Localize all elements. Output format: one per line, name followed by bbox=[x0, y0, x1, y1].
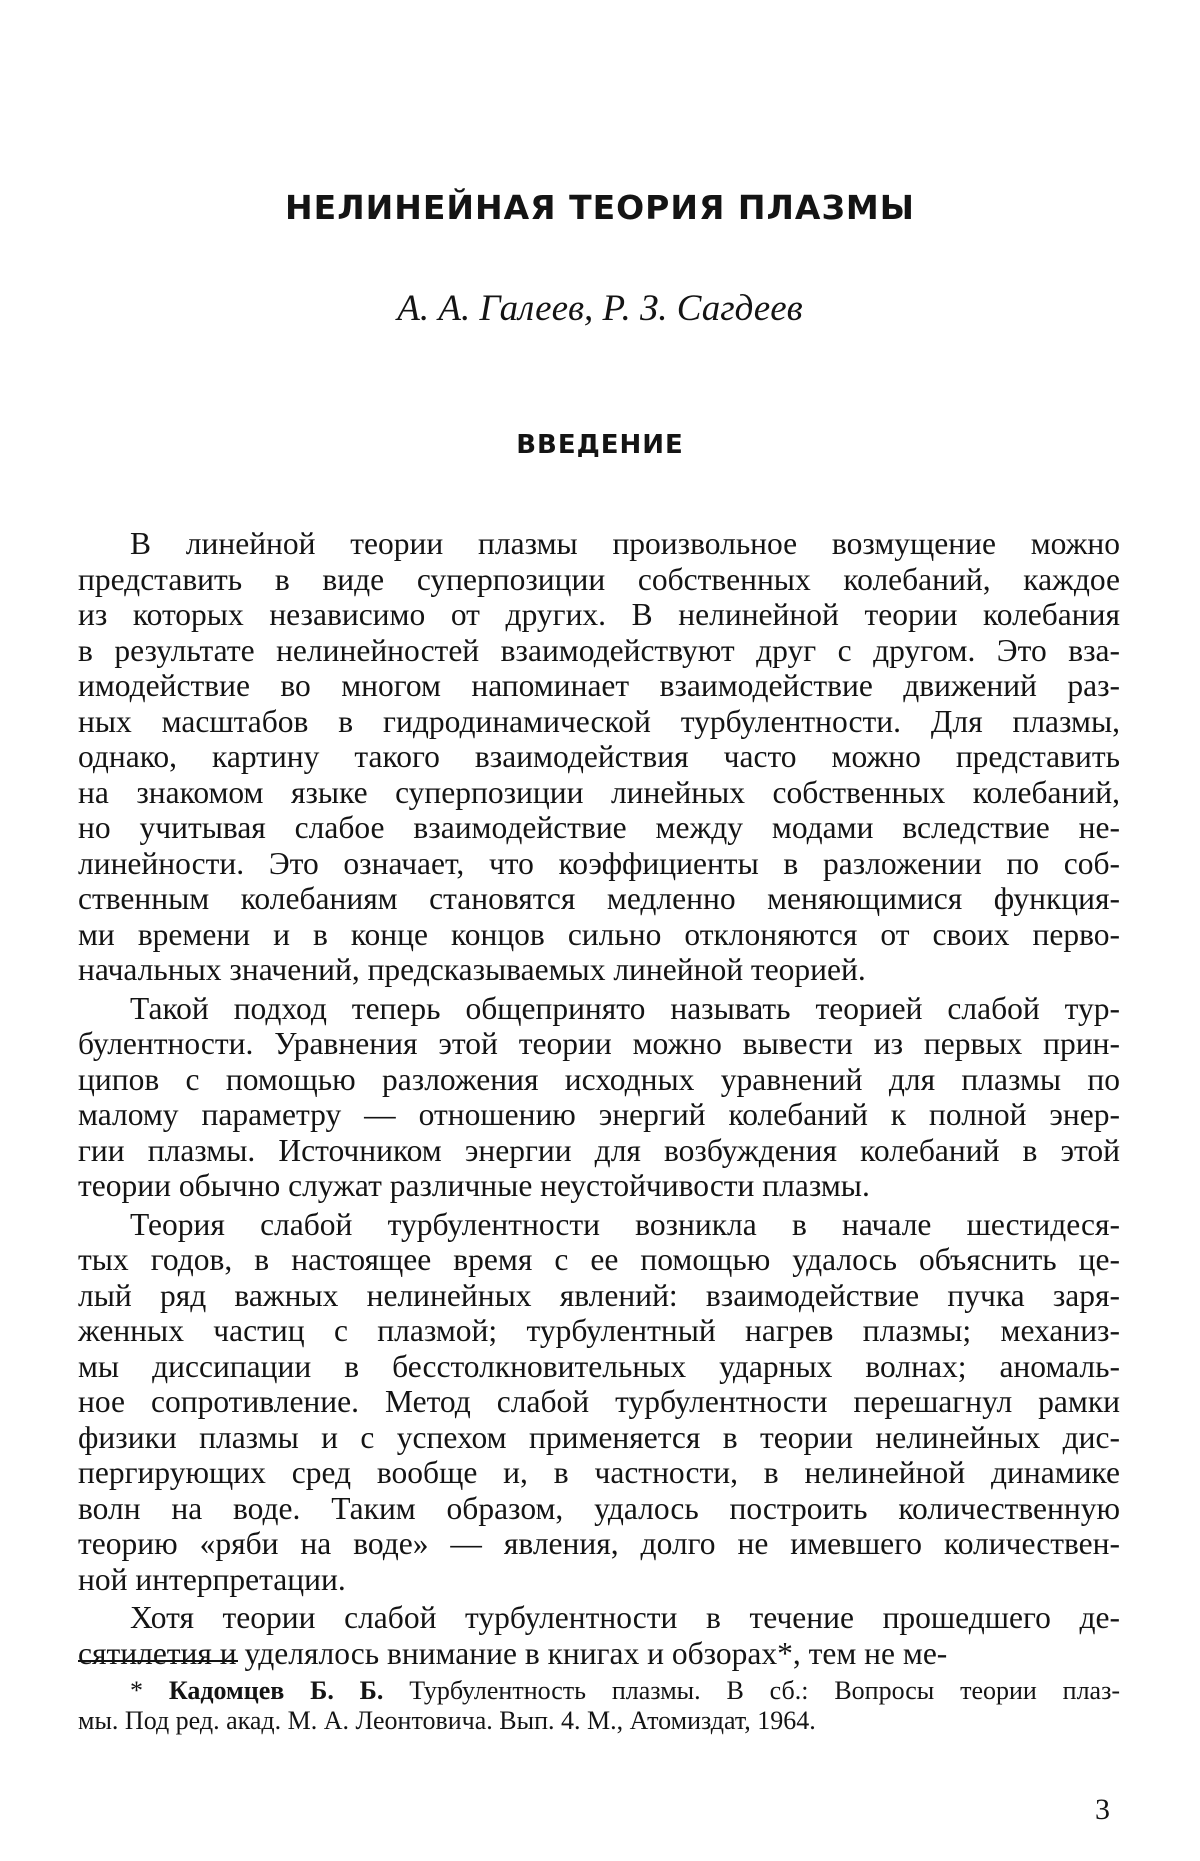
text-line: Хотя теории слабой турбулентности в течение прошедшего де- bbox=[130, 1600, 1120, 1635]
text-line: ное сопротивление. Метод слабой турбулентности перешагнул рамки bbox=[78, 1384, 1120, 1419]
text-line: Теория слабой турбулентности возникла в начале шестидеся- bbox=[130, 1206, 1120, 1242]
text-line: имодействие во многом напоминает взаимодействие движений раз- bbox=[78, 668, 1120, 703]
footnote-author: Кадомцев Б. Б. bbox=[168, 1676, 384, 1705]
text-line: ципов с помощью разложения исходных уравнений для плазмы по bbox=[78, 1061, 1120, 1097]
text-line: волн на воде. Таким образом, удалось построить количественную bbox=[78, 1490, 1120, 1526]
text-line: тых годов, в настоящее время с ее помощью удалось объяснить це- bbox=[78, 1242, 1120, 1277]
text-line: сятилетия и уделялось внимание в книгах и обзорах*, тем не ме- bbox=[78, 1635, 948, 1671]
text-line: в результате нелинейностей взаимодействуют друг с другом. Это вза- bbox=[78, 632, 1120, 668]
footnote-text-1: Турбулентность плазмы. В сб.: Вопросы теории плаз- bbox=[409, 1676, 1121, 1705]
footnote-line-2: мы. Под ред. акад. М. А. Леонтовича. Вып. 4. М., Атомиздат, 1964. bbox=[78, 1706, 816, 1735]
text-line: мы диссипации в бесстолкновительных ударных волнах; аномаль- bbox=[78, 1348, 1120, 1384]
text-line: линейности. Это означает, что коэффициенты в разложении по соб- bbox=[78, 845, 1120, 881]
text-line: теории обычно служат различные неустойчивости плазмы. bbox=[78, 1168, 870, 1203]
text-line: теорию «ряби на воде» — явления, долго не имевшего количествен- bbox=[78, 1526, 1120, 1561]
text-line: пергирующих сред вообще и, в частности, в нелинейной динамике bbox=[78, 1455, 1120, 1490]
text-line: начальных значений, предсказываемых линейной теорией. bbox=[78, 952, 866, 987]
section-heading: ВВЕДЕНИЕ bbox=[516, 430, 684, 460]
text-line: но учитывая слабое взаимодействие между модами вследствие не- bbox=[78, 810, 1120, 845]
text-line: ми времени и в конце концов сильно отклоняются от своих перво- bbox=[78, 916, 1120, 952]
text-line: булентности. Уравнения этой теории можно вывести из первых прин- bbox=[78, 1026, 1120, 1061]
footnote-marker: * bbox=[130, 1676, 143, 1705]
footnote-line-1 bbox=[78, 1676, 1120, 1706]
text-line: ной интерпретации. bbox=[78, 1561, 346, 1597]
text-line: представить в виде суперпозиции собственных колебаний, каждое bbox=[78, 561, 1120, 597]
footnote-section bbox=[78, 1660, 1120, 1736]
page-title: НЕЛИНЕЙНАЯ ТЕОРИЯ ПЛАЗМЫ bbox=[285, 188, 915, 227]
text-line: лый ряд важных нелинейных явлений: взаимодействие пучка заря- bbox=[78, 1277, 1120, 1313]
authors-line: А. А. Галеев, Р. З. Сагдеев bbox=[397, 288, 803, 329]
text-line: малому параметру — отношению энергий колебаний к полной энер- bbox=[78, 1097, 1120, 1132]
text-line: однако, картину такого взаимодействия часто можно представить bbox=[78, 739, 1120, 774]
body-text bbox=[78, 526, 1120, 1671]
text-line: В линейной теории плазмы произвольное возмущение можно bbox=[130, 526, 1120, 561]
text-line: ственным колебаниям становятся медленно меняющимися функция- bbox=[78, 881, 1120, 916]
text-line: гии плазмы. Источником энергии для возбуждения колебаний в этой bbox=[78, 1132, 1120, 1168]
text-line: Такой подход теперь общепринято называть теорией слабой тур- bbox=[130, 990, 1120, 1026]
text-line: на знакомом языке суперпозиции линейных собственных колебаний, bbox=[78, 774, 1120, 810]
text-line: ных масштабов в гидродинамической турбулентности. Для плазмы, bbox=[78, 703, 1120, 739]
page-number: 3 bbox=[1095, 1793, 1110, 1826]
text-line: физики плазмы и с успехом применяется в теории нелинейных дис- bbox=[78, 1419, 1120, 1455]
footnote bbox=[78, 1676, 1120, 1736]
paragraph bbox=[78, 1207, 1120, 1598]
text-line: из которых независимо от других. В нелинейной теории колебания bbox=[78, 597, 1120, 632]
paragraph bbox=[78, 991, 1120, 1204]
text-line: женных частиц с плазмой; турбулентный нагрев плазмы; механиз- bbox=[78, 1313, 1120, 1348]
footnote-rule bbox=[78, 1660, 238, 1662]
paragraph bbox=[78, 526, 1120, 988]
